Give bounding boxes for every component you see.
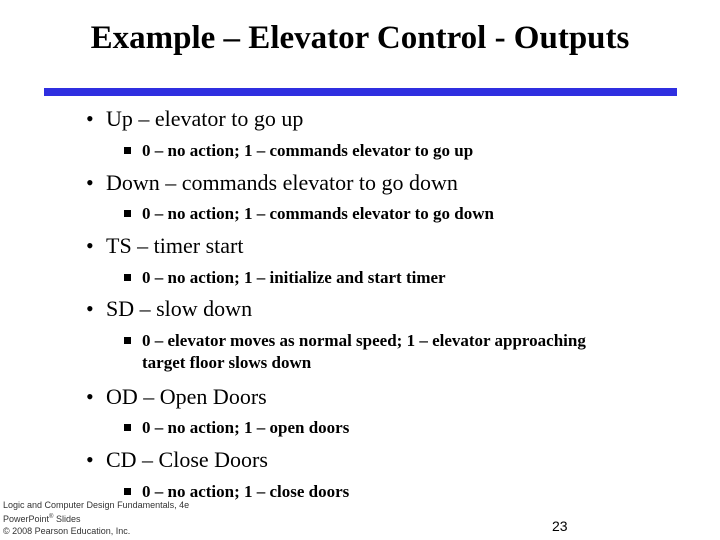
bullet-text: Down – commands elevator to go down	[106, 170, 458, 195]
bullet-text: SD – slow down	[106, 296, 253, 321]
footer-line-slides: PowerPoint® Slides	[3, 514, 81, 524]
square-bullet-icon	[124, 210, 131, 217]
bullet-down	[86, 170, 458, 196]
sub-bullet-down	[124, 204, 494, 224]
bullet-dot-icon: •	[86, 296, 94, 321]
bullet-sd	[86, 296, 252, 322]
bullet-dot-icon: •	[86, 233, 94, 258]
bullet-text: TS – timer start	[106, 233, 244, 258]
bullet-text: OD – Open Doors	[106, 384, 267, 409]
sub-bullet-text-continued: target floor slows down	[142, 353, 312, 372]
sub-bullet-text: 0 – elevator moves as normal speed; 1 – elevator approaching	[142, 331, 586, 350]
sub-bullet-sd	[124, 331, 586, 373]
page-number: 23	[552, 518, 568, 534]
sub-bullet-text: 0 – no action; 1 – commands elevator to go up	[142, 141, 474, 160]
square-bullet-icon	[124, 488, 131, 495]
sub-bullet-text: 0 – no action; 1 – open doors	[142, 418, 350, 437]
square-bullet-icon	[124, 337, 131, 344]
footer-line-copyright: © 2008 Pearson Education, Inc.	[3, 526, 131, 536]
bullet-dot-icon: •	[86, 447, 94, 472]
square-bullet-icon	[124, 147, 131, 154]
bullet-ts	[86, 233, 243, 259]
bullet-dot-icon: •	[86, 384, 94, 409]
sub-bullet-up	[124, 141, 473, 161]
sub-bullet-text: 0 – no action; 1 – commands elevator to go down	[142, 204, 494, 223]
sub-bullet-od	[124, 418, 349, 438]
footer-credits	[3, 499, 189, 537]
bullet-dot-icon: •	[86, 170, 94, 195]
bullet-text: Up – elevator to go up	[106, 106, 304, 131]
sub-bullet-ts	[124, 268, 446, 288]
square-bullet-icon	[124, 424, 131, 431]
bullet-up	[86, 106, 303, 132]
footer-line-book: Logic and Computer Design Fundamentals, 4e	[3, 500, 190, 510]
square-bullet-icon	[124, 274, 131, 281]
bullet-cd	[86, 447, 268, 473]
bullet-text: CD – Close Doors	[106, 447, 268, 472]
slide-title: Example – Elevator Control - Outputs	[90, 20, 630, 56]
bullet-od	[86, 384, 267, 410]
sub-bullet-text: 0 – no action; 1 – close doors	[142, 482, 350, 501]
bullet-dot-icon: •	[86, 106, 94, 131]
sub-bullet-text: 0 – no action; 1 – initialize and start timer	[142, 268, 446, 287]
